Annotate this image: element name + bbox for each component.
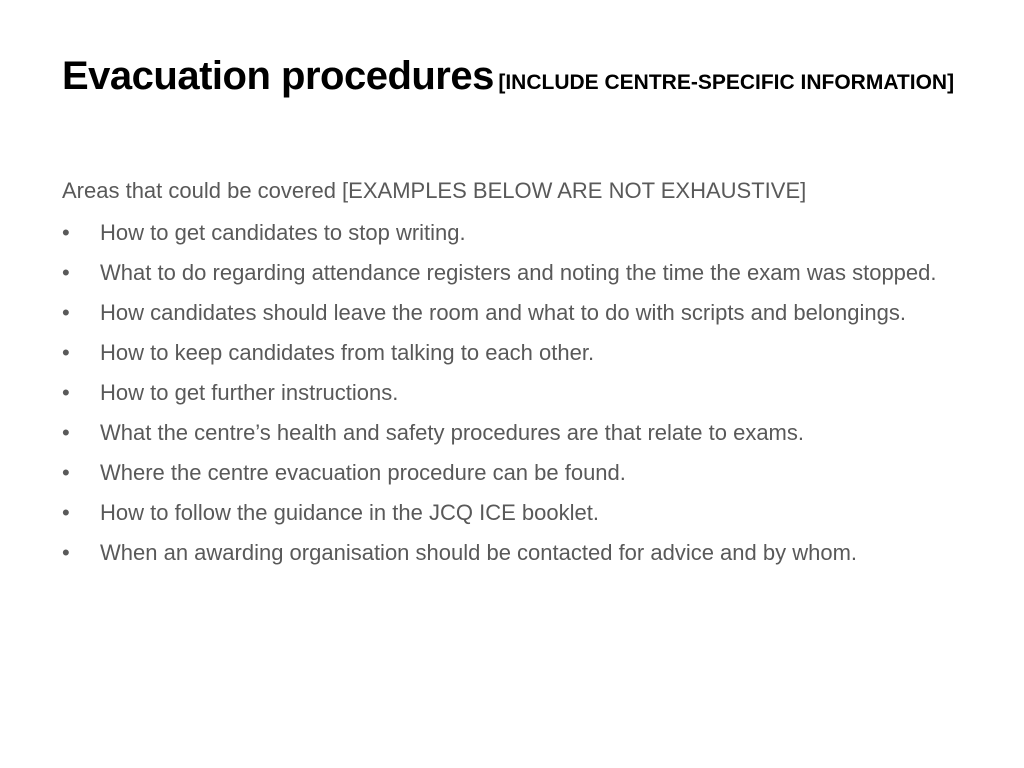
- list-item: [62, 336, 942, 370]
- list-item: [62, 376, 942, 410]
- list-item: [62, 216, 942, 250]
- list-item-text: Where the centre evacuation procedure can be found.: [100, 460, 626, 485]
- bullet-icon: •: [62, 380, 70, 405]
- list-item: [62, 456, 942, 490]
- list-item-text: How to get further instructions.: [100, 380, 399, 405]
- bullet-icon: •: [62, 220, 70, 245]
- list-item-text: What to do regarding attendance registers and noting the time the exam was stopped.: [100, 260, 937, 285]
- list-item-text: How to get candidates to stop writing.: [100, 220, 466, 245]
- list-item: [62, 416, 942, 450]
- bullet-icon: •: [62, 340, 70, 365]
- bullet-list: [62, 216, 942, 576]
- bullet-icon: •: [62, 300, 70, 325]
- bullet-icon: •: [62, 540, 70, 565]
- bullet-icon: •: [62, 420, 70, 445]
- list-item-text: How to follow the guidance in the JCQ ICE booklet.: [100, 500, 599, 525]
- list-item-text: When an awarding organisation should be contacted for advice and by whom.: [100, 540, 858, 565]
- bullet-icon: •: [62, 260, 70, 285]
- bullet-icon: •: [62, 500, 70, 525]
- list-item: [62, 256, 942, 290]
- list-item: [62, 536, 942, 570]
- list-item: [62, 496, 942, 530]
- slide-title-note: [INCLUDE CENTRE-SPECIFIC INFORMATION]: [498, 71, 955, 94]
- bullet-icon: •: [62, 460, 70, 485]
- slide-title: [62, 52, 962, 100]
- list-item: [62, 296, 942, 330]
- list-item-text: What the centre’s health and safety procedures are that relate to exams.: [100, 420, 804, 445]
- list-item-text: How candidates should leave the room and what to do with scripts and belongings.: [100, 300, 906, 325]
- slide-intro-text: Areas that could be covered [EXAMPLES BELOW ARE NOT EXHAUSTIVE]: [62, 178, 807, 203]
- list-item-text: How to keep candidates from talking to each other.: [100, 340, 595, 365]
- slide-title-text: Evacuation procedures: [62, 54, 494, 98]
